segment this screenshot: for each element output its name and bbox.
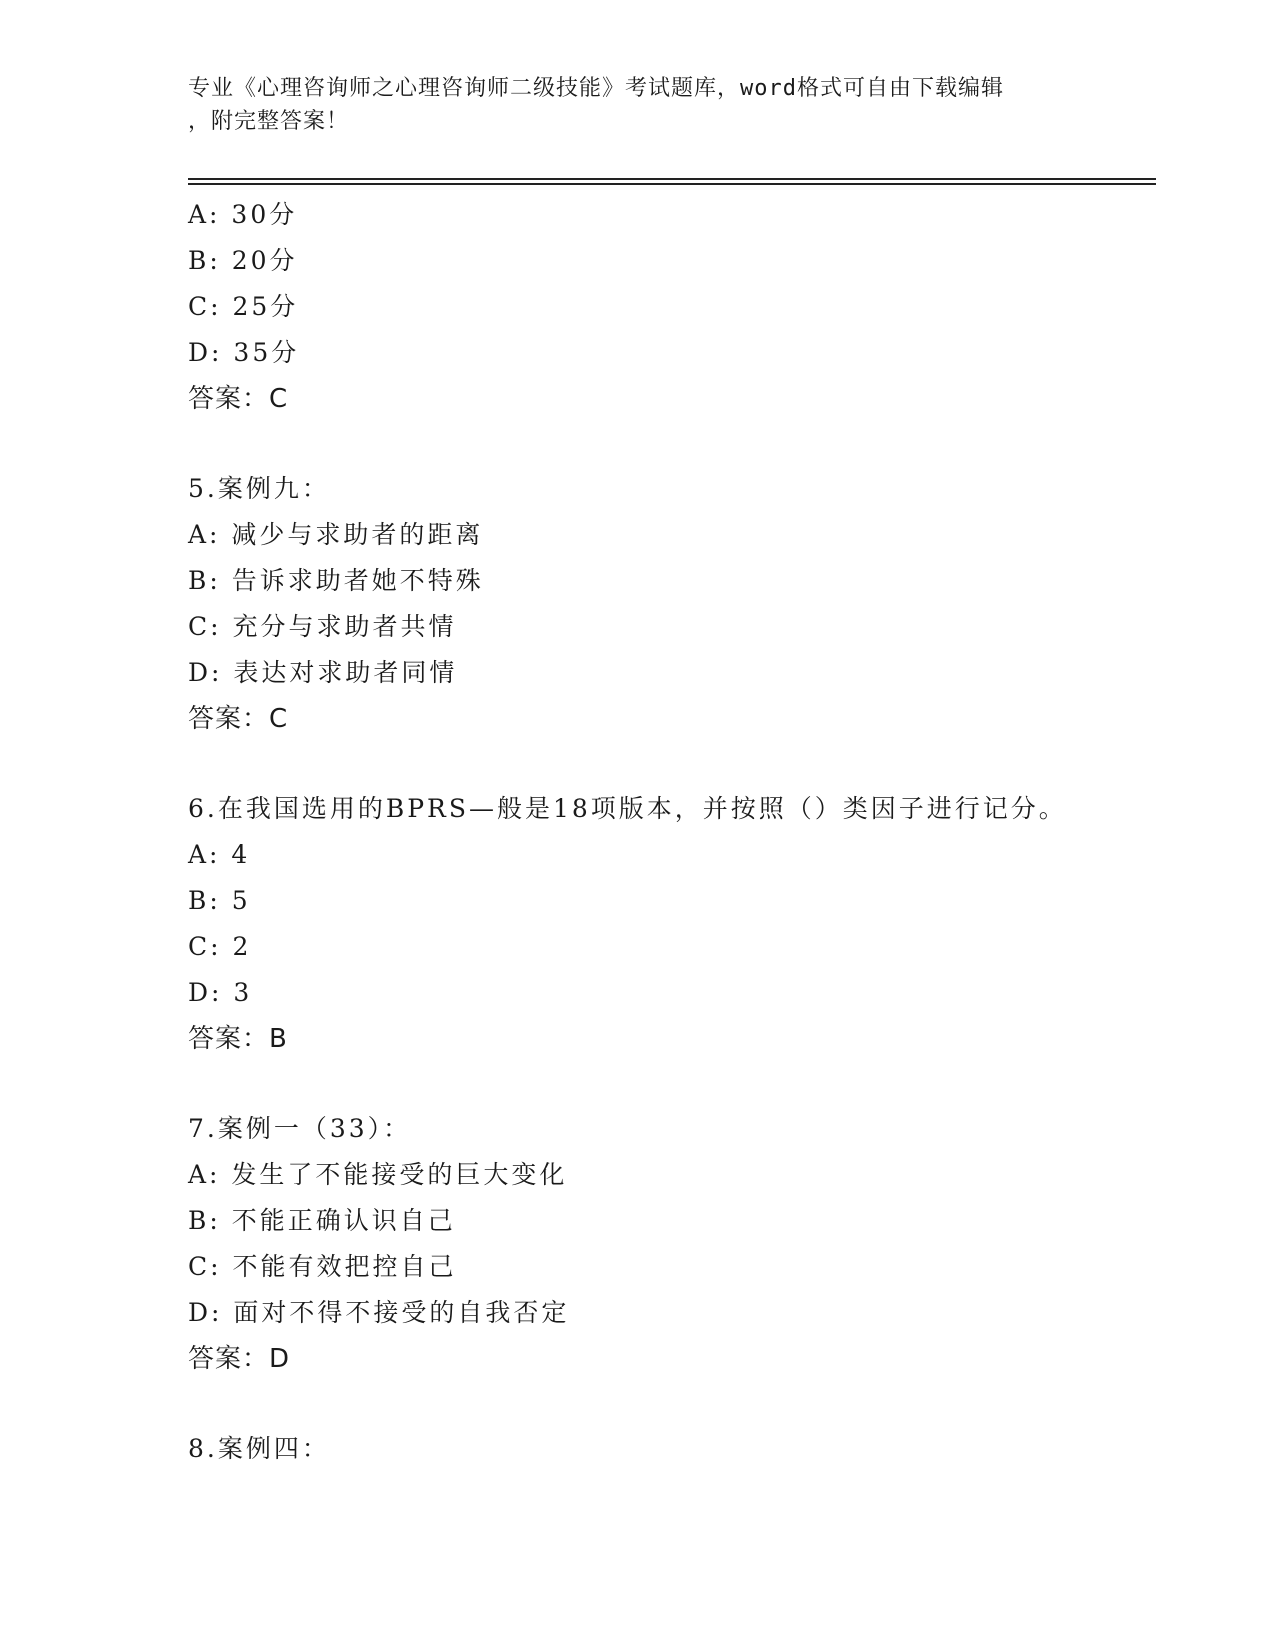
answer-line: 答案：C — [188, 384, 289, 414]
question-stem: 5.案例九： — [188, 474, 330, 503]
option-c: C: 2 — [188, 932, 252, 961]
spacer — [188, 742, 1148, 786]
header-line-2: ，附完整答案！ — [188, 109, 350, 134]
answer-line: 答案：C — [188, 704, 289, 734]
option-b: B: 20分 — [188, 246, 298, 275]
answer-line: 答案：D — [188, 1344, 291, 1374]
option-c: C: 25分 — [188, 292, 299, 321]
spacer — [188, 1382, 1148, 1426]
question-list — [188, 192, 1148, 1472]
spacer — [188, 1062, 1148, 1106]
answer-line: 答案：B — [188, 1024, 288, 1054]
question-4 — [188, 192, 1148, 422]
option-d: D: 35分 — [188, 338, 300, 367]
option-b: B: 告诉求助者她不特殊 — [188, 566, 484, 595]
question-stem: 8.案例四： — [188, 1434, 330, 1463]
question-stem: 6.在我国选用的BPRS—般是18项版本，并按照（）类因子进行记分。 — [188, 794, 1067, 823]
option-c: C: 充分与求助者共情 — [188, 612, 457, 641]
question-6 — [188, 786, 1148, 1062]
question-stem: 7.案例一（33）： — [188, 1114, 412, 1143]
question-5 — [188, 466, 1148, 742]
option-d: D: 面对不得不接受的自我否定 — [188, 1298, 570, 1327]
document-header — [188, 72, 1088, 138]
header-divider-top — [188, 178, 1156, 180]
option-d: D: 表达对求助者同情 — [188, 658, 458, 687]
header-line-1: 专业《心理咨询师之心理咨询师二级技能》考试题库，word格式可自由下载编辑 — [188, 76, 1004, 101]
option-b: B: 5 — [188, 886, 251, 915]
question-8 — [188, 1426, 1148, 1472]
option-a: A: 4 — [188, 840, 251, 869]
option-a: A: 30分 — [188, 200, 298, 229]
question-7 — [188, 1106, 1148, 1382]
option-b: B: 不能正确认识自己 — [188, 1206, 456, 1235]
header-divider-bottom — [188, 183, 1156, 185]
spacer — [188, 422, 1148, 466]
option-a: A: 减少与求助者的距离 — [188, 520, 484, 549]
option-d: D: 3 — [188, 978, 253, 1007]
option-a: A: 发生了不能接受的巨大变化 — [188, 1160, 568, 1189]
option-c: C: 不能有效把控自己 — [188, 1252, 457, 1281]
